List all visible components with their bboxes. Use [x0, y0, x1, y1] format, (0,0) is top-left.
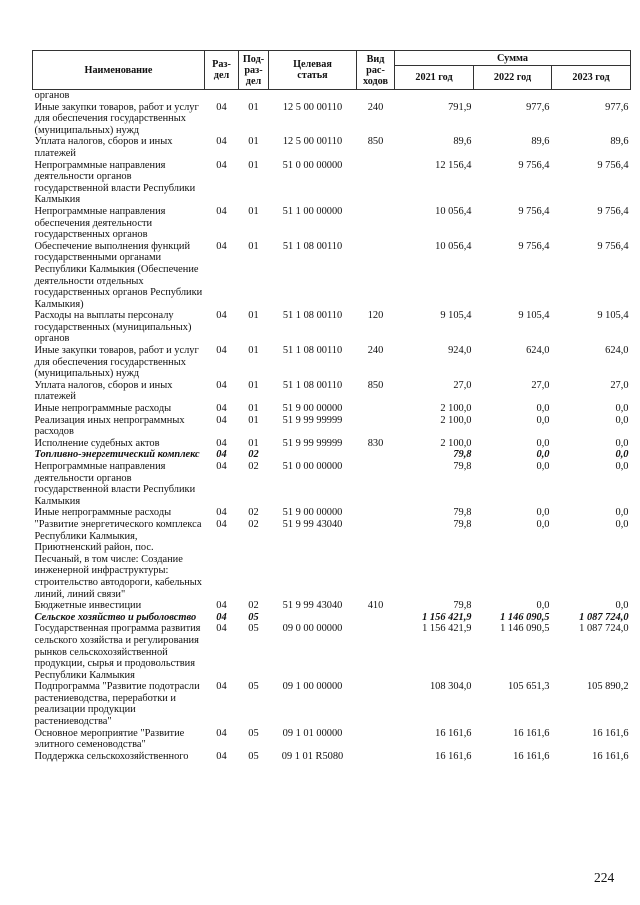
table-row: [33, 403, 631, 415]
row-sum-2021: 16 161,6: [435, 750, 472, 762]
table-body: [33, 90, 631, 763]
row-sum-2023: 0,0: [615, 449, 629, 461]
row-sum-2022: 9 756,4: [518, 205, 550, 217]
table-row: [33, 449, 631, 461]
row-target-article: 09 0 00 00000: [282, 623, 343, 635]
row-target-article: 51 9 00 00000: [282, 507, 343, 519]
row-sum-2022: 977,6: [526, 101, 550, 113]
row-expense-type: [357, 507, 395, 519]
row-sum-2023: 9 756,4: [597, 159, 629, 171]
row-target-article: [269, 612, 357, 624]
row-sum-2021: 79,8: [453, 600, 472, 612]
table-row: [33, 600, 631, 612]
row-razdel: 04: [216, 414, 227, 426]
table-row: [33, 519, 631, 600]
row-name: Обеспечение выполнения функций государственными органами Республики Калмыкия (Обеспечение деятельности отдельных государственных органов Республики Калмыкия): [34, 240, 203, 310]
header-year-2023: 2023 год: [552, 66, 631, 90]
row-target-article: 51 9 99 99999: [282, 414, 343, 426]
row-sum-2021: 12 156,4: [435, 159, 472, 171]
row-name: Расходы на выплаты персоналу государственных (муниципальных) органов: [34, 310, 192, 345]
row-sum-2023: 105 890,2: [586, 681, 629, 693]
header-year-2022: 2022 год: [474, 66, 552, 90]
row-sum-2023: [552, 90, 631, 102]
row-razdel: 04: [216, 623, 227, 635]
row-name: Бюджетные инвестиции: [34, 600, 142, 612]
row-sum-2022: 16 161,6: [513, 727, 550, 739]
row-target-article: 09 1 01 00000: [282, 727, 343, 739]
row-target-article: 51 1 00 00000: [282, 205, 343, 217]
row-target-article: 51 1 08 00110: [282, 379, 343, 391]
row-razdel: [205, 90, 239, 102]
row-podrazdel: 01: [248, 310, 259, 322]
row-podrazdel: 01: [248, 136, 259, 148]
row-razdel: 04: [216, 379, 227, 391]
table-row: [33, 415, 631, 438]
row-razdel: 04: [216, 461, 227, 472]
row-razdel: 04: [216, 437, 227, 449]
header-podrazdel: Под- раз- дел: [239, 51, 269, 90]
row-podrazdel: 05: [248, 611, 259, 623]
row-expense-type: [357, 206, 395, 241]
row-sum-2023: 9 105,4: [597, 310, 629, 322]
row-sum-2023: 1 087 724,0: [579, 611, 629, 623]
row-name: Поддержка сельскохозяйственного: [34, 750, 189, 762]
row-name: органов: [34, 90, 70, 101]
row-expense-type: [357, 681, 395, 727]
row-razdel: 04: [216, 240, 227, 252]
row-name: Основное мероприятие "Развитие элитного семеноводства": [34, 727, 185, 751]
row-sum-2022: 1 146 090,5: [500, 623, 550, 635]
row-target-article: 51 1 08 00110: [282, 310, 343, 322]
row-podrazdel: 02: [248, 507, 259, 519]
table-row: [33, 507, 631, 519]
row-name: Непрограммные направления деятельности органов государственной власти Республики Калмыкия: [34, 461, 196, 507]
row-target-article: 09 1 01 R5080: [281, 750, 344, 762]
row-sum-2022: 105 651,3: [507, 681, 550, 693]
row-sum-2021: 2 100,0: [440, 403, 472, 415]
row-name: Непрограммные направления деятельности органов государственной власти Республики Калмыкия: [34, 159, 196, 206]
row-podrazdel: 05: [248, 623, 259, 635]
row-sum-2022: 9 105,4: [518, 310, 550, 322]
row-sum-2021: 27,0: [453, 379, 472, 391]
row-target-article: [269, 449, 357, 461]
header-razdel: Раз- дел: [205, 51, 239, 90]
row-sum-2022: 9 756,4: [518, 240, 550, 252]
row-sum-2022: 0,0: [536, 403, 550, 415]
row-podrazdel: 02: [248, 449, 259, 461]
row-name: Уплата налогов, сборов и иных платежей: [34, 136, 173, 159]
header-year-2021: 2021 год: [395, 66, 474, 90]
row-podrazdel: [239, 90, 269, 102]
row-sum-2022: 1 146 090,5: [500, 611, 550, 623]
row-sum-2022: 0,0: [536, 414, 550, 426]
row-sum-2022: 0,0: [536, 437, 550, 449]
row-expense-type: [357, 519, 395, 600]
table-header: [33, 51, 631, 90]
row-target-article: 51 9 99 43040: [282, 518, 343, 530]
row-razdel: 04: [216, 611, 227, 623]
row-sum-2023: 9 756,4: [597, 205, 629, 217]
row-razdel: 04: [216, 681, 227, 693]
row-sum-2021: 791,9: [448, 101, 472, 113]
table-row: [33, 206, 631, 241]
row-target-article: 51 9 99 99999: [282, 437, 343, 449]
row-sum-2021: 16 161,6: [435, 727, 472, 739]
row-target-article: 51 1 08 00110: [282, 345, 343, 357]
row-expense-type: [357, 415, 395, 438]
row-sum-2021: 2 100,0: [440, 414, 472, 426]
row-expense-type: 830: [367, 437, 384, 449]
table-row: [33, 310, 631, 345]
row-expense-type: [357, 751, 395, 763]
row-name: "Развитие энергетического комплекса Республики Калмыкия, Приютненский район, пос. Песчаный, в том числе: Создание инженерной инфраструктуры: строительство автодороги, кабельных линий, линий связи": [34, 518, 202, 600]
row-sum-2022: 0,0: [536, 461, 550, 472]
page-number: 224: [594, 870, 615, 885]
header-summa: Сумма: [395, 51, 631, 66]
row-razdel: 04: [216, 727, 227, 739]
row-razdel: 04: [216, 310, 227, 322]
row-podrazdel: 01: [248, 159, 259, 171]
table-row: [33, 728, 631, 751]
row-target-article: 12 5 00 00110: [282, 101, 343, 113]
row-sum-2023: 0,0: [615, 403, 629, 415]
row-expense-type: [357, 90, 395, 102]
row-razdel: 04: [216, 449, 227, 461]
row-podrazdel: 01: [248, 379, 259, 391]
row-sum-2021: 10 056,4: [435, 205, 472, 217]
row-razdel: 04: [216, 345, 227, 357]
row-sum-2022: [474, 90, 552, 102]
row-target-article: 51 0 00 00000: [282, 159, 343, 171]
row-name: Иные закупки товаров, работ и услуг для обеспечения государственных (муниципальных) нужд: [34, 101, 199, 136]
row-name: Государственная программа развития сельского хозяйства и регулирования рынков сельскохозяйственной продукции, сырья и продовольствия Республики Калмыкия: [34, 623, 201, 681]
table-row: [33, 345, 631, 380]
row-sum-2021: 924,0: [448, 345, 472, 357]
row-name: Реализация иных непрограммных расходов: [34, 414, 185, 438]
row-podrazdel: 02: [248, 461, 259, 472]
row-expense-type: 240: [367, 345, 384, 357]
row-podrazdel: 01: [248, 101, 259, 113]
row-podrazdel: 01: [248, 414, 259, 426]
row-sum-2022: 9 756,4: [518, 159, 550, 171]
row-sum-2023: 89,6: [610, 136, 629, 148]
row-name: Уплата налогов, сборов и иных платежей: [34, 379, 173, 403]
row-podrazdel: 05: [248, 750, 259, 762]
row-razdel: 04: [216, 159, 227, 171]
row-expense-type: [357, 612, 395, 624]
row-target-article: 51 9 99 43040: [282, 600, 343, 612]
row-expense-type: 850: [367, 379, 384, 391]
row-sum-2021: 10 056,4: [435, 240, 472, 252]
row-sum-2023: 9 756,4: [597, 240, 629, 252]
row-sum-2021: 9 105,4: [440, 310, 472, 322]
row-razdel: 04: [216, 750, 227, 762]
row-sum-2023: 16 161,6: [592, 750, 629, 762]
row-name: Иные непрограммные расходы: [34, 507, 172, 519]
row-sum-2023: 0,0: [615, 518, 629, 530]
row-target-article: 51 9 00 00000: [282, 403, 343, 415]
row-podrazdel: 01: [248, 403, 259, 415]
row-expense-type: 410: [367, 600, 384, 612]
row-podrazdel: 02: [248, 518, 259, 530]
row-sum-2022: 0,0: [536, 449, 550, 461]
row-name: Иные непрограммные расходы: [34, 403, 172, 415]
row-sum-2023: 27,0: [610, 379, 629, 391]
row-razdel: 04: [216, 600, 227, 612]
row-podrazdel: 01: [248, 240, 259, 252]
row-podrazdel: 01: [248, 437, 259, 449]
row-sum-2023: 0,0: [615, 437, 629, 449]
row-sum-2021: 1 156 421,9: [422, 623, 472, 635]
row-razdel: 04: [216, 136, 227, 148]
row-sum-2021: 1 156 421,9: [422, 611, 472, 623]
row-razdel: 04: [216, 518, 227, 530]
row-sum-2023: 977,6: [605, 101, 629, 113]
row-sum-2022: 624,0: [526, 345, 550, 357]
table-row: [33, 612, 631, 624]
row-target-article: 51 1 08 00110: [282, 240, 343, 252]
row-name: Топливно-энергетический комплекс: [34, 449, 200, 461]
row-sum-2021: [395, 90, 474, 102]
row-razdel: 04: [216, 101, 227, 113]
row-expense-type: 120: [367, 310, 384, 322]
row-podrazdel: 01: [248, 205, 259, 217]
budget-table: [32, 50, 631, 762]
header-statya: Целевая статья: [269, 51, 357, 90]
row-sum-2021: 2 100,0: [440, 437, 472, 449]
row-target-article: 12 5 00 00110: [282, 136, 343, 148]
row-sum-2022: 0,0: [536, 518, 550, 530]
table-row: [33, 623, 631, 681]
table-row: [33, 438, 631, 450]
row-sum-2023: 1 087 724,0: [579, 623, 629, 635]
row-sum-2022: 89,6: [531, 136, 550, 148]
row-razdel: 04: [216, 403, 227, 415]
row-podrazdel: 05: [248, 727, 259, 739]
row-name: Исполнение судебных актов: [34, 437, 160, 449]
row-expense-type: 850: [367, 136, 384, 148]
table-row: [33, 136, 631, 159]
row-sum-2021: 79,8: [453, 449, 472, 461]
row-podrazdel: 05: [248, 681, 259, 693]
table-row: [33, 102, 631, 137]
row-sum-2021: 108 304,0: [429, 681, 472, 693]
row-target-article: 09 1 00 00000: [282, 681, 343, 693]
row-name: Иные закупки товаров, работ и услуг для обеспечения государственных (муниципальных) нужд: [34, 345, 199, 380]
row-sum-2023: 0,0: [615, 461, 629, 472]
row-sum-2022: 16 161,6: [513, 750, 550, 762]
row-sum-2023: 0,0: [615, 507, 629, 519]
table-row: [33, 461, 631, 507]
row-expense-type: [357, 461, 395, 507]
row-expense-type: [357, 160, 395, 206]
row-name: Подпрограмма "Развитие подотрасли растениеводства, переработки и реализации продукции растениеводства": [34, 681, 200, 728]
table-row: [33, 380, 631, 403]
row-sum-2023: 0,0: [615, 600, 629, 612]
header-name: Наименование: [33, 51, 205, 90]
row-name: Сельское хозяйство и рыболовство: [34, 611, 197, 623]
row-podrazdel: 01: [248, 345, 259, 357]
row-sum-2022: 0,0: [536, 600, 550, 612]
header-vid: Вид рас- ходов: [357, 51, 395, 90]
row-sum-2021: 79,8: [453, 518, 472, 530]
row-sum-2023: 16 161,6: [592, 727, 629, 739]
row-target-article: [269, 90, 357, 102]
row-razdel: 04: [216, 507, 227, 519]
row-expense-type: 240: [367, 101, 384, 113]
table-row: [33, 160, 631, 206]
row-sum-2021: 89,6: [453, 136, 472, 148]
row-sum-2023: 0,0: [615, 414, 629, 426]
table-row: [33, 681, 631, 727]
table-row: [33, 241, 631, 311]
row-expense-type: [357, 623, 395, 681]
row-expense-type: [357, 403, 395, 415]
row-sum-2023: 624,0: [605, 345, 629, 357]
row-expense-type: [357, 449, 395, 461]
row-target-article: 51 0 00 00000: [282, 461, 343, 472]
row-name: Непрограммные направления обеспечения деятельности государственных органов: [34, 205, 166, 241]
table-row: [33, 751, 631, 763]
row-razdel: 04: [216, 205, 227, 217]
row-expense-type: [357, 728, 395, 751]
row-expense-type: [357, 241, 395, 311]
row-sum-2021: 79,8: [453, 507, 472, 519]
row-sum-2021: 79,8: [453, 461, 472, 472]
row-sum-2022: 0,0: [536, 507, 550, 519]
row-sum-2022: 27,0: [531, 379, 550, 391]
row-podrazdel: 02: [248, 600, 259, 612]
table-row: [33, 90, 631, 102]
